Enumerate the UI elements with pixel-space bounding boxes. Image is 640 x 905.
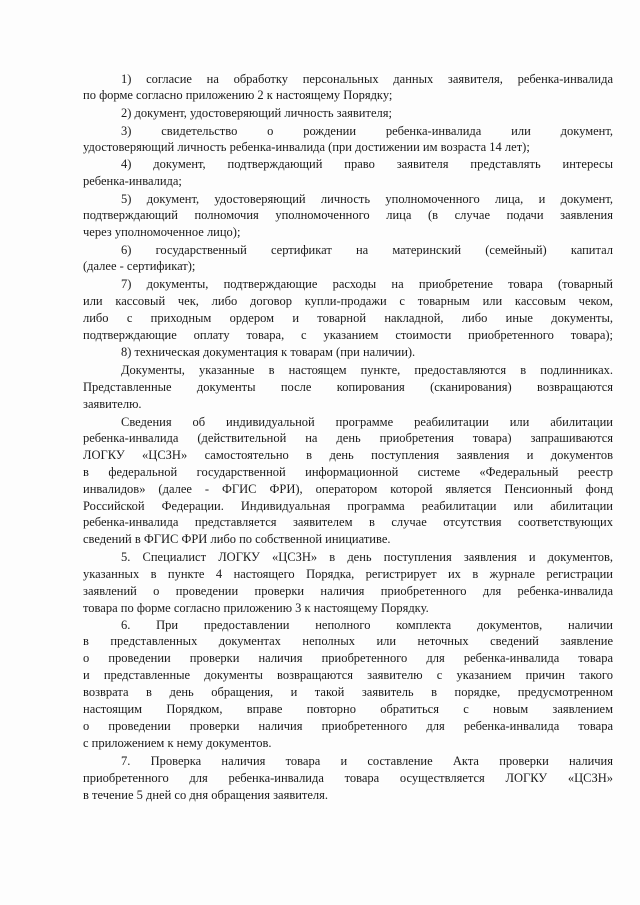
text-line: о проведении проверки наличия приобретенного для ребенка-инвалида товара <box>83 651 613 665</box>
text-line: о проведении проверки наличия приобретенного для ребенка-инвалида товара <box>83 719 613 733</box>
text-line: 6) государственный сертификат на материнский (семейный) капитал <box>121 243 613 257</box>
text-line: 1) согласие на обработку персональных данных заявителя, ребенка-инвалида <box>121 72 613 86</box>
text-line: подтверждающий полномочия уполномоченного лица (в случае подачи заявления <box>83 208 613 222</box>
text-line: удостоверяющий личность ребенка-инвалида (при достижении им возраста 14 лет); <box>83 140 530 154</box>
text-line: и представленные документы возвращаются заявителю с указанием причин такого <box>83 668 613 682</box>
text-line: 4) документ, подтверждающий право заявителя представлять интересы <box>121 157 613 171</box>
text-line: 5. Специалист ЛОГКУ «ЦСЗН» в день поступления заявления и документов, <box>121 550 613 564</box>
text-line: с приложением к нему документов. <box>83 736 272 750</box>
text-line: или кассовый чек, либо договор купли-продажи с товарным или кассовым чеком, <box>83 294 613 308</box>
text-line: 2) документ, удостоверяющий личность заявителя; <box>121 106 392 120</box>
text-line: 3) свидетельство о рождении ребенка-инвалида или документ, <box>121 124 613 138</box>
text-line: 8) техническая документация к товарам (при наличии). <box>121 345 416 359</box>
text-line: Документы, указанные в настоящем пункте, предоставляются в подлинниках. <box>121 363 613 377</box>
text-line: приобретенного для ребенка-инвалида товара осуществляется ЛОГКУ «ЦСЗН» <box>83 771 613 785</box>
text-line: 5) документ, удостоверяющий личность уполномоченного лица, и документ, <box>121 192 613 206</box>
text-line: возврата в день обращения, и такой заявитель в порядке, предусмотренном <box>83 685 613 699</box>
text-line: указанных в пункте 4 настоящего Порядка, регистрирует их в журнале регистрации <box>83 567 613 581</box>
text-line: либо с приходным ордером и товарной накладной, либо иные документы, <box>83 311 613 325</box>
text-line: через уполномоченное лицо); <box>83 225 241 239</box>
text-line: (далее - сертификат); <box>83 259 196 273</box>
text-line: в представленных документах неполных или неточных сведений заявление <box>83 634 613 648</box>
text-line: ребенка-инвалида; <box>83 174 182 188</box>
text-line: заявлений о проведении проверки наличия приобретенного для ребенка-инвалида <box>83 584 613 598</box>
text-line: Российской Федерации. Индивидуальная программа реабилитации или абилитации <box>83 499 613 513</box>
text-line: сведений в ФГИС ФРИ либо по собственной инициативе. <box>83 532 391 546</box>
text-line: в федеральной государственной информационной системе «Федеральный реестр <box>83 465 613 479</box>
text-line: 7. Проверка наличия товара и составление Акта проверки наличия <box>121 754 613 768</box>
text-line: Представленные документы после копирования (сканирования) возвращаются <box>83 380 613 394</box>
text-line: ребенка-инвалида представляется заявителем в случае отсутствия соответствующих <box>83 515 613 529</box>
text-line: ЛОГКУ «ЦСЗН» самостоятельно в день поступления заявления и документов <box>83 448 613 462</box>
text-line: ребенка-инвалида (действительной на день приобретения товара) запрашиваются <box>83 431 613 445</box>
text-line: инвалидов» (далее - ФГИС ФРИ), оператором которой является Пенсионный фонд <box>83 482 613 496</box>
text-line: 6. При предоставлении неполного комплекта документов, наличии <box>121 618 613 632</box>
text-line: в течение 5 дней со дня обращения заявителя. <box>83 788 329 802</box>
text-line: по форме согласно приложению 2 к настоящему Порядку; <box>83 88 393 102</box>
text-line: подтверждающие оплату товара, с указанием стоимости приобретенного товара); <box>83 328 613 342</box>
text-line: товара по форме согласно приложению 3 к настоящему Порядку. <box>83 601 429 615</box>
text-line: заявителю. <box>83 397 142 411</box>
text-line: 7) документы, подтверждающие расходы на приобретение товара (товарный <box>121 277 613 291</box>
text-line: настоящим Порядком, вправе повторно обратиться с новым заявлением <box>83 702 613 716</box>
text-line: Сведения об индивидуальной программе реабилитации или абилитации <box>121 415 613 429</box>
